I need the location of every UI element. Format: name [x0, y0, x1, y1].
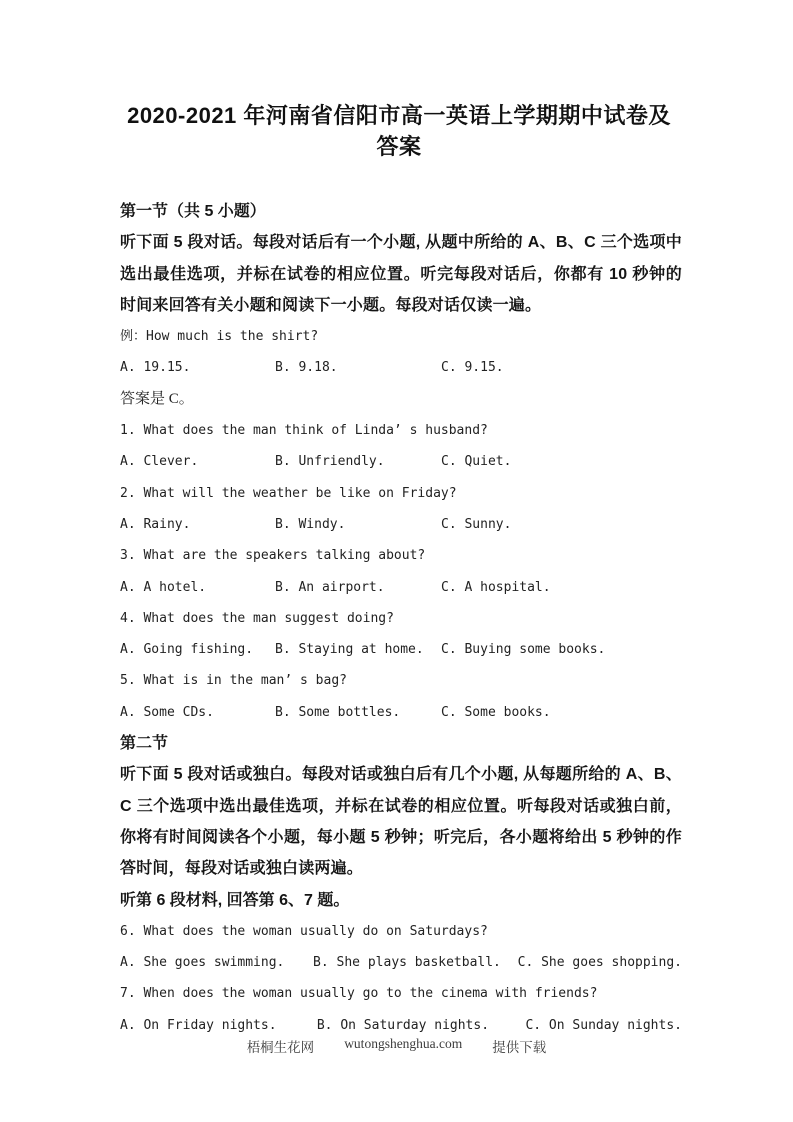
option-a: A. A hotel.: [120, 579, 207, 595]
option-b: B. She plays basketball.: [313, 955, 501, 971]
option-c: C. She goes shopping.: [517, 955, 682, 971]
question-2-prompt: 2. What will the weather be like on Friday?: [120, 485, 457, 501]
option-b: B. An airport.: [275, 579, 385, 595]
option-c: C. A hospital.: [441, 579, 551, 595]
question-2-options: [120, 509, 682, 540]
page-footer: [0, 1036, 793, 1056]
example-prompt: 例：How much is the shirt?: [120, 329, 319, 345]
footer-site-name: 梧桐生花网: [246, 1040, 315, 1055]
option-c: C. Some books.: [441, 704, 551, 720]
question-3-prompt: 3. What are the speakers talking about?: [120, 548, 426, 564]
option-c: C. Sunny.: [441, 516, 512, 532]
option-b: B. Unfriendly.: [275, 454, 385, 470]
option-a: A. Going fishing.: [120, 642, 254, 658]
option-a: A. On Friday nights.: [120, 1017, 277, 1033]
question-6-prompt: 6. What does the woman usually do on Saturdays?: [120, 923, 488, 939]
option-a: A. Clever.: [120, 454, 199, 470]
option-b: B. Staying at home.: [275, 642, 424, 658]
question-4-options: [120, 634, 682, 665]
section2-heading: 第二节: [120, 735, 169, 753]
section2-material-note: 听第 6 段材料, 回答第 6、7 题。: [120, 891, 350, 909]
option-b: B. Some bottles.: [275, 704, 401, 720]
option-b: B. Windy.: [275, 516, 346, 532]
question-5-options: [120, 697, 682, 728]
example-options: [120, 352, 682, 383]
question-5-prompt: 5. What is in the man’ s bag?: [120, 673, 347, 689]
page-title: 2020-2021 年河南省信阳市高一英语上学期期中试卷及答案: [127, 103, 671, 159]
option-a: A. 19.15.: [120, 360, 191, 376]
option-c: C. On Sunday nights.: [525, 1017, 682, 1033]
section1-heading: 第一节（共 5 小题）: [120, 203, 266, 220]
option-c: C. Buying some books.: [441, 642, 606, 658]
question-1-options: [120, 446, 682, 477]
section2-instructions: 听下面 5 段对话或独白。每段对话或独白后有几个小题, 从每题所给的 A、B、C 三个选项中选出最佳选项，并标在试卷的相应位置。听每段对话或独白前，你将有时间阅读各个小题，每小题 5 秒钟；听完后，各小题将给出 5 秒钟的作答时间，每段对话或独白读两遍。: [120, 766, 682, 878]
question-6-options: [120, 947, 682, 978]
option-a: A. She goes swimming.: [120, 955, 285, 971]
option-c: C. 9.15.: [441, 360, 504, 376]
example-answer-note: 答案是 C。: [120, 390, 194, 407]
question-3-options: [120, 572, 682, 603]
footer-site-url: wutongshenghua.com: [344, 1036, 463, 1051]
section1-instructions: 听下面 5 段对话。每段对话后有一个小题, 从题中所给的 A、B、C 三个选项中选出最佳选项，并标在试卷的相应位置。听完每段对话后，你都有 10 秒钟的时间来回答有关小题和阅读下一小题。每段对话仅读一遍。: [120, 234, 682, 314]
question-1-prompt: 1. What does the man think of Linda’ s husband?: [120, 423, 488, 439]
question-7-prompt: 7. When does the woman usually go to the cinema with friends?: [120, 986, 598, 1002]
option-a: A. Some CDs.: [120, 704, 214, 720]
option-a: A. Rainy.: [120, 516, 191, 532]
option-b: B. On Saturday nights.: [316, 1017, 490, 1033]
option-c: C. Quiet.: [441, 454, 512, 470]
document-body: [120, 196, 682, 1041]
question-4-prompt: 4. What does the man suggest doing?: [120, 610, 394, 626]
option-b: B. 9.18.: [275, 360, 338, 376]
footer-download-label: 提供下载: [492, 1040, 547, 1055]
